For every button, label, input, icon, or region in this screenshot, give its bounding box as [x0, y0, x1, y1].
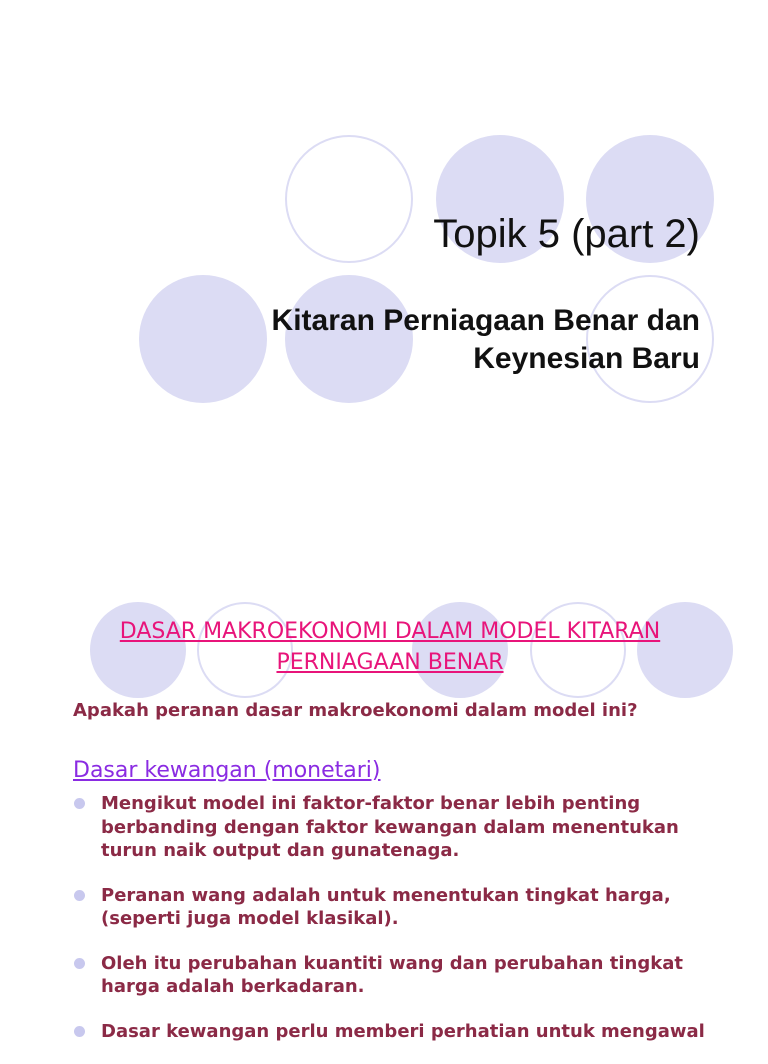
content-slide: [0, 572, 768, 1042]
subtitle-line: Kitaran Perniagaan Benar dan: [271, 304, 700, 337]
heading-line: DASAR MAKROEKONOMI DALAM MODEL KITARAN: [119, 619, 661, 644]
slide-title: Topik 5 (part 2): [433, 212, 700, 256]
bullet-dot-icon: [74, 890, 85, 901]
bullet-line: harga adalah berkadaran.: [101, 976, 365, 997]
bullet-item: [73, 884, 738, 931]
bullet-list: [73, 792, 738, 1064]
bullet-line: (seperti juga model klasikal).: [101, 908, 399, 929]
bullet-dot-icon: [74, 798, 85, 809]
bullet-line: turun naik output dan gunatenaga.: [101, 840, 460, 861]
slide-heading: [40, 616, 740, 678]
bullet-dot-icon: [74, 958, 85, 969]
bullet-item: [73, 792, 738, 863]
bullet-item: [73, 952, 738, 999]
subtitle-line: Keynesian Baru: [473, 342, 700, 375]
bullet-line: Mengikut model ini faktor-faktor benar lebih penting: [101, 793, 641, 814]
bullet-line: Dasar kewangan perlu memberi perhatian untuk mengawal: [101, 1020, 705, 1042]
slide-subtitle: [140, 302, 700, 378]
section-title: Dasar kewangan (monetari): [73, 758, 381, 783]
bullet-item: [73, 1020, 738, 1044]
bullet-line: Oleh itu perubahan kuantiti wang dan perubahan tingkat: [101, 952, 683, 974]
heading-line: PERNIAGAAN BENAR: [276, 650, 504, 675]
bullet-line: Peranan wang adalah untuk menentukan tingkat harga,: [101, 884, 671, 906]
decor-circle: [285, 135, 413, 263]
question-text: Apakah peranan dasar makroekonomi dalam model ini?: [73, 700, 638, 721]
bullet-dot-icon: [74, 1026, 85, 1037]
bullet-line: berbanding dengan faktor kewangan dalam menentukan: [101, 816, 679, 838]
